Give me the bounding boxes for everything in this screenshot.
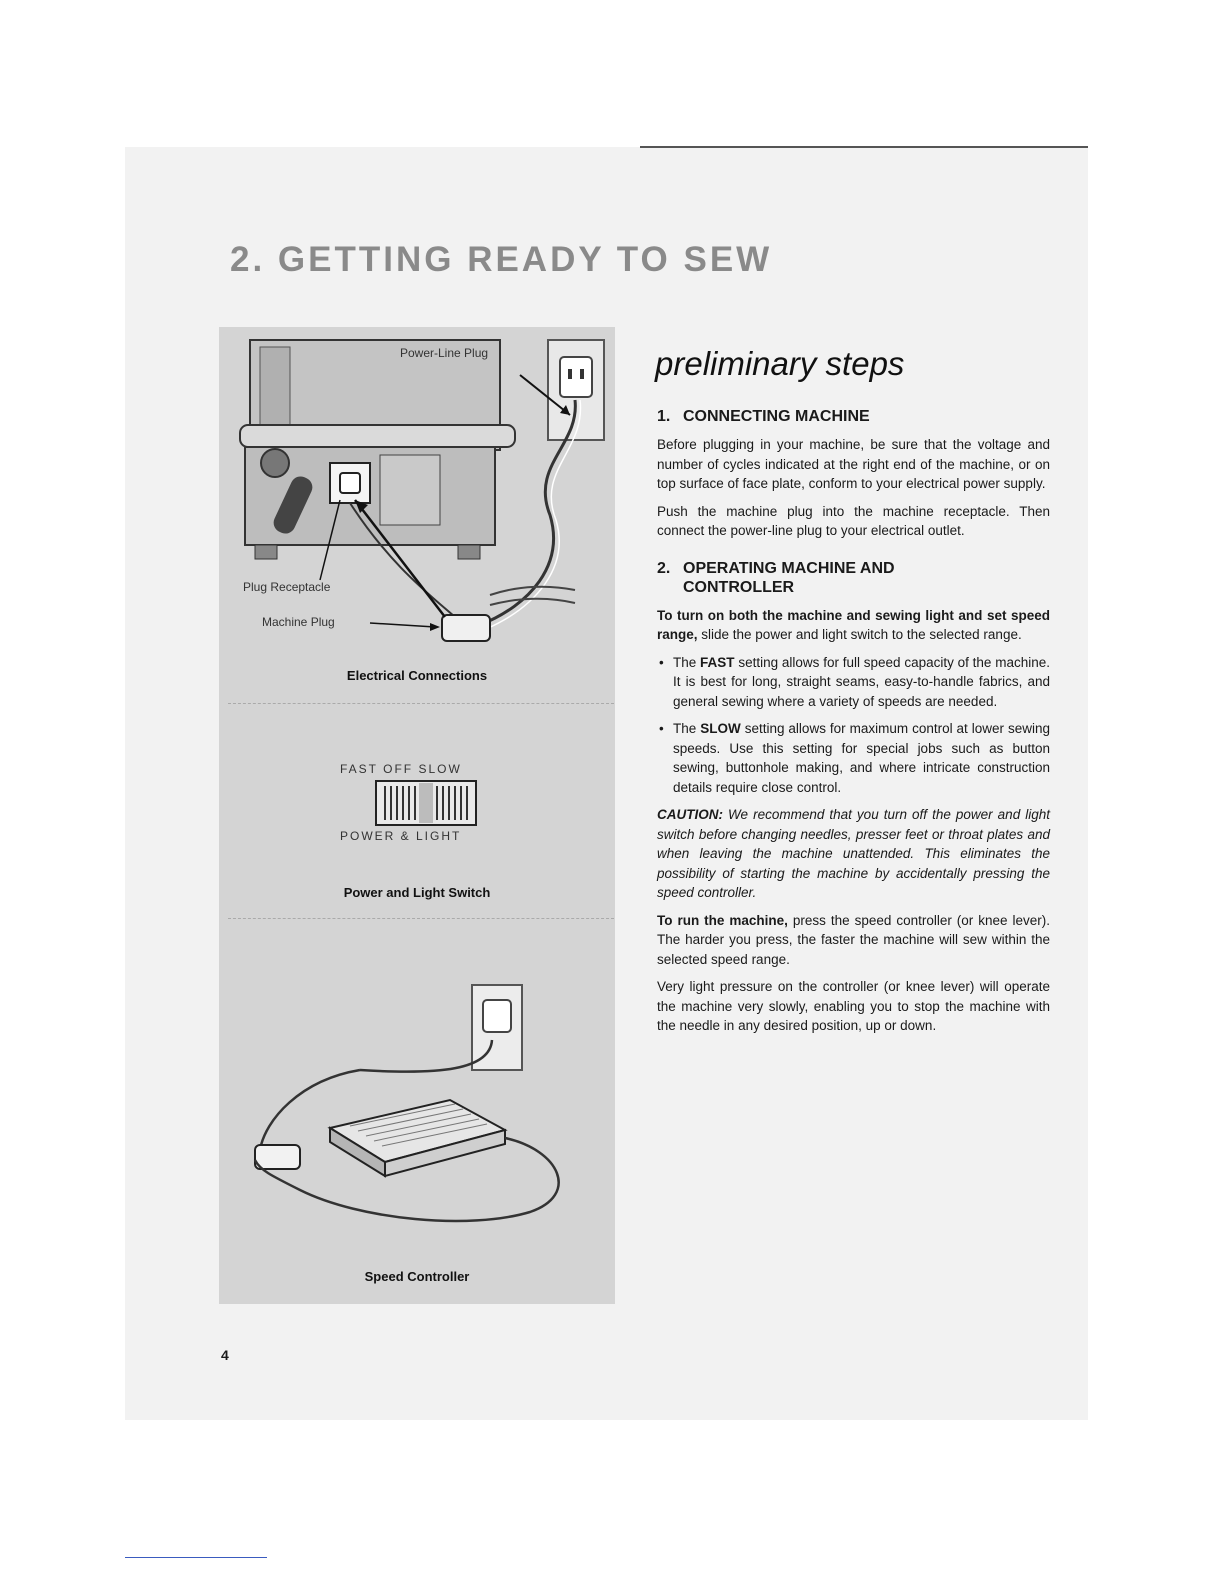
connecting-heading — [657, 407, 1050, 426]
connecting-heading-text: CONNECTING MACHINE — [683, 408, 870, 425]
top-rule — [640, 146, 1088, 148]
fast-setting-bullet — [657, 653, 1050, 712]
power-light-switch-illustration — [375, 780, 477, 826]
switch-modes-label: FAST OFF SLOW — [340, 762, 462, 776]
electrical-connections-caption: Electrical Connections — [346, 668, 488, 683]
slow-bullet-text: setting allows for maximum control at lower sewing speeds. Use this setting for special jobs such as button sewing, buttonhole making, and where intricate construction details require close control. — [673, 721, 1050, 795]
caution-paragraph — [657, 805, 1050, 903]
operating-heading-text: OPERATING MACHINE AND CONTROLLER — [683, 559, 895, 596]
fast-bullet-text: setting allows for full speed capacity of the machine. It is best for long, straight seams, easy-to-handle fabrics, and general sewing where a variety of speeds are needed. — [673, 654, 1050, 709]
caution-label: CAUTION: — [657, 807, 723, 822]
bottom-rule — [125, 1557, 267, 1558]
fast-keyword: FAST — [700, 654, 735, 670]
operating-intro-bold: To turn on both the machine and sewing light and set speed range, — [657, 607, 1050, 642]
slow-keyword: SLOW — [700, 721, 741, 736]
connecting-paragraph-1: Before plugging in your machine, be sure that the voltage and number of cycles indicated at the right end of the machine, or on top surface of face plate, conform to your electrical power supply. — [657, 437, 1050, 491]
instructions-column — [650, 345, 1050, 1044]
run-machine-text: press the speed controller (or knee lever). The harder you press, the faster the machine will sew within the selected speed range. — [657, 912, 1051, 967]
run-machine-paragraph — [657, 911, 1050, 970]
operating-number: 2. — [657, 559, 671, 577]
speed-controller-caption: Speed Controller — [364, 1269, 470, 1284]
power-line-plug-label: Power-Line Plug — [400, 346, 489, 360]
slow-bullet-lead: The — [673, 721, 701, 736]
fast-bullet-lead: The — [673, 654, 701, 670]
run-machine-lead: To run the machine, — [657, 912, 788, 928]
operating-intro-rest: slide the power and light switch to the selected range. — [697, 627, 1022, 642]
operating-intro — [657, 606, 1050, 645]
power-light-switch-caption: Power and Light Switch — [343, 885, 491, 900]
light-pressure-paragraph: Very light pressure on the controller (or knee lever) will operate the machine very slowly, enabling you to stop the machine with the needle in any desired position, up or down. — [657, 979, 1050, 1033]
page-number: 4 — [221, 1347, 229, 1363]
power-light-label: POWER & LIGHT — [340, 829, 462, 843]
speed-controller-illustration — [240, 980, 600, 1240]
figure-divider — [228, 703, 614, 704]
electrical-connections-illustration — [230, 335, 610, 655]
section-title: preliminary steps — [655, 345, 905, 382]
plug-receptacle-label: Plug Receptacle — [243, 580, 331, 594]
machine-plug-label: Machine Plug — [262, 615, 335, 629]
caution-text: We recommend that you turn off the power and light switch before changing needles, presser feet or throat plates and when leaving the machine unattended. This eliminates the possibility of starting the machine by accidentally pressing the speed controller. — [657, 807, 1050, 900]
connecting-number: 1. — [657, 408, 671, 425]
operating-heading — [657, 559, 1050, 597]
page-title: 2. GETTING READY TO SEW — [230, 240, 773, 279]
figure-divider — [228, 918, 614, 919]
slow-setting-bullet — [657, 719, 1050, 797]
connecting-paragraph-2: Push the machine plug into the machine receptacle. Then connect the power-line plug to your electrical outlet. — [657, 503, 1050, 538]
